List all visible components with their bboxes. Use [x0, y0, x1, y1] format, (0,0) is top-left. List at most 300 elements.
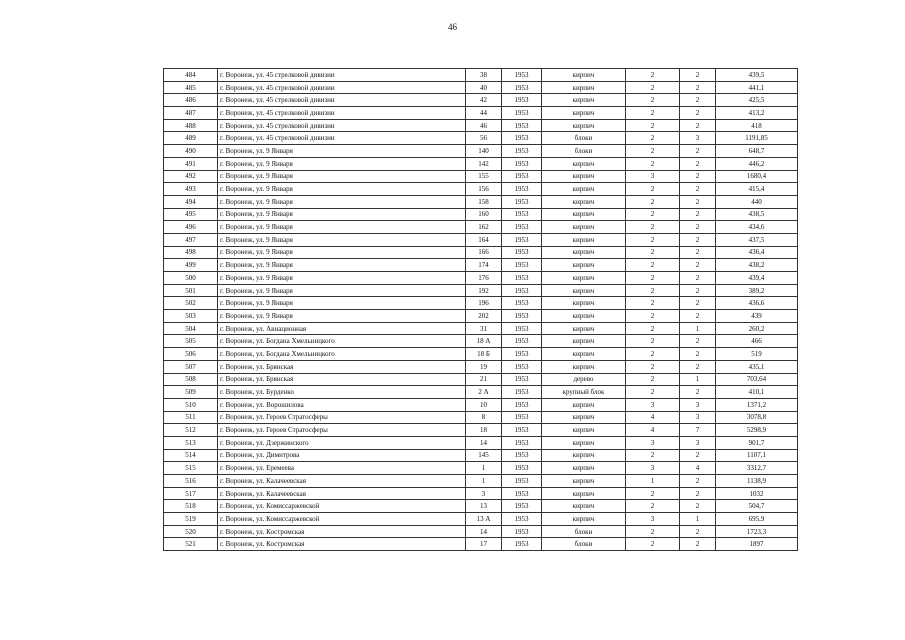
entrances-cell: 1 — [680, 373, 716, 386]
entrances-cell: 2 — [680, 449, 716, 462]
floors-cell: 2 — [626, 145, 680, 158]
row-number: 504 — [164, 322, 218, 335]
entrances-cell: 2 — [680, 119, 716, 132]
area-cell: 413,2 — [716, 107, 798, 120]
area-cell: 648,7 — [716, 145, 798, 158]
year-cell: 1953 — [502, 157, 542, 170]
year-cell: 1953 — [502, 69, 542, 82]
material-cell: кирпич — [542, 462, 626, 475]
year-cell: 1953 — [502, 513, 542, 526]
table-row — [164, 513, 798, 526]
floors-cell: 2 — [626, 310, 680, 323]
area-cell: 440 — [716, 195, 798, 208]
row-number: 492 — [164, 170, 218, 183]
table-row — [164, 360, 798, 373]
year-cell: 1953 — [502, 310, 542, 323]
address-cell: г. Воронеж, ул. 9 Января — [218, 272, 466, 285]
house-number-cell: 40 — [466, 81, 502, 94]
table-row — [164, 119, 798, 132]
row-number: 496 — [164, 221, 218, 234]
year-cell: 1953 — [502, 145, 542, 158]
house-number-cell: 13 — [466, 500, 502, 513]
housing-registry-table — [163, 68, 798, 551]
area-cell: 439,5 — [716, 69, 798, 82]
row-number: 518 — [164, 500, 218, 513]
year-cell: 1953 — [502, 500, 542, 513]
entrances-cell: 2 — [680, 183, 716, 196]
row-number: 512 — [164, 424, 218, 437]
row-number: 495 — [164, 208, 218, 221]
address-cell: г. Воронеж, ул. Костромская — [218, 525, 466, 538]
address-cell: г. Воронеж, ул. 45 стрелковой дивизии — [218, 94, 466, 107]
table-row — [164, 272, 798, 285]
house-number-cell: 158 — [466, 195, 502, 208]
house-number-cell: 56 — [466, 132, 502, 145]
floors-cell: 2 — [626, 335, 680, 348]
entrances-cell: 1 — [680, 322, 716, 335]
row-number: 521 — [164, 538, 218, 551]
year-cell: 1953 — [502, 475, 542, 488]
house-number-cell: 14 — [466, 525, 502, 538]
entrances-cell: 2 — [680, 386, 716, 399]
material-cell: кирпич — [542, 272, 626, 285]
area-cell: 1371,2 — [716, 398, 798, 411]
house-number-cell: 2 А — [466, 386, 502, 399]
table-row — [164, 195, 798, 208]
address-cell: г. Воронеж, ул. Ворошилова — [218, 398, 466, 411]
entrances-cell: 3 — [680, 411, 716, 424]
floors-cell: 3 — [626, 398, 680, 411]
year-cell: 1953 — [502, 398, 542, 411]
area-cell: 1191,85 — [716, 132, 798, 145]
year-cell: 1953 — [502, 462, 542, 475]
material-cell: кирпич — [542, 310, 626, 323]
material-cell: кирпич — [542, 360, 626, 373]
table-row — [164, 538, 798, 551]
table-row — [164, 373, 798, 386]
entrances-cell: 2 — [680, 69, 716, 82]
material-cell: кирпич — [542, 157, 626, 170]
year-cell: 1953 — [502, 487, 542, 500]
entrances-cell: 2 — [680, 475, 716, 488]
entrances-cell: 2 — [680, 233, 716, 246]
floors-cell: 3 — [626, 462, 680, 475]
address-cell: г. Воронеж, ул. Героев Стратосферы — [218, 424, 466, 437]
table-row — [164, 145, 798, 158]
area-cell: 504,7 — [716, 500, 798, 513]
table-body — [164, 69, 798, 551]
year-cell: 1953 — [502, 538, 542, 551]
year-cell: 1953 — [502, 107, 542, 120]
table-row — [164, 284, 798, 297]
floors-cell: 2 — [626, 360, 680, 373]
table-row — [164, 386, 798, 399]
area-cell: 436,6 — [716, 297, 798, 310]
material-cell: кирпич — [542, 259, 626, 272]
row-number: 516 — [164, 475, 218, 488]
floors-cell: 2 — [626, 246, 680, 259]
entrances-cell: 2 — [680, 170, 716, 183]
floors-cell: 2 — [626, 525, 680, 538]
address-cell: г. Воронеж, ул. Калачеевская — [218, 475, 466, 488]
entrances-cell: 2 — [680, 500, 716, 513]
year-cell: 1953 — [502, 132, 542, 145]
house-number-cell: 3 — [466, 487, 502, 500]
material-cell: кирпич — [542, 398, 626, 411]
table-row — [164, 208, 798, 221]
area-cell: 519 — [716, 348, 798, 361]
year-cell: 1953 — [502, 208, 542, 221]
entrances-cell: 2 — [680, 335, 716, 348]
house-number-cell: 19 — [466, 360, 502, 373]
address-cell: г. Воронеж, ул. Бурденко — [218, 386, 466, 399]
page-number: 46 — [448, 22, 457, 32]
floors-cell: 2 — [626, 284, 680, 297]
row-number: 488 — [164, 119, 218, 132]
row-number: 506 — [164, 348, 218, 361]
row-number: 494 — [164, 195, 218, 208]
material-cell: кирпич — [542, 335, 626, 348]
row-number: 513 — [164, 436, 218, 449]
entrances-cell: 4 — [680, 462, 716, 475]
year-cell: 1953 — [502, 411, 542, 424]
floors-cell: 2 — [626, 259, 680, 272]
row-number: 497 — [164, 233, 218, 246]
address-cell: г. Воронеж, ул. Димитрова — [218, 449, 466, 462]
address-cell: г. Воронеж, ул. 9 Января — [218, 170, 466, 183]
area-cell: 3078,8 — [716, 411, 798, 424]
entrances-cell: 2 — [680, 297, 716, 310]
house-number-cell: 140 — [466, 145, 502, 158]
floors-cell: 2 — [626, 132, 680, 145]
entrances-cell: 3 — [680, 132, 716, 145]
address-cell: г. Воронеж, ул. Брянская — [218, 360, 466, 373]
table-row — [164, 475, 798, 488]
house-number-cell: 18 Б — [466, 348, 502, 361]
entrances-cell: 3 — [680, 436, 716, 449]
house-number-cell: 8 — [466, 411, 502, 424]
entrances-cell: 2 — [680, 284, 716, 297]
table-row — [164, 436, 798, 449]
year-cell: 1953 — [502, 436, 542, 449]
row-number: 485 — [164, 81, 218, 94]
row-number: 501 — [164, 284, 218, 297]
house-number-cell: 17 — [466, 538, 502, 551]
area-cell: 435,1 — [716, 360, 798, 373]
material-cell: кирпич — [542, 208, 626, 221]
floors-cell: 2 — [626, 195, 680, 208]
house-number-cell: 192 — [466, 284, 502, 297]
row-number: 510 — [164, 398, 218, 411]
area-cell: 1680,4 — [716, 170, 798, 183]
table-row — [164, 81, 798, 94]
material-cell: кирпич — [542, 322, 626, 335]
material-cell: кирпич — [542, 221, 626, 234]
table-row — [164, 246, 798, 259]
material-cell: кирпич — [542, 513, 626, 526]
table-row — [164, 94, 798, 107]
address-cell: г. Воронеж, ул. Комиссаржевской — [218, 513, 466, 526]
entrances-cell: 2 — [680, 145, 716, 158]
entrances-cell: 2 — [680, 538, 716, 551]
house-number-cell: 162 — [466, 221, 502, 234]
year-cell: 1953 — [502, 348, 542, 361]
floors-cell: 2 — [626, 348, 680, 361]
address-cell: г. Воронеж, ул. 9 Января — [218, 259, 466, 272]
material-cell: дерево — [542, 373, 626, 386]
floors-cell: 2 — [626, 119, 680, 132]
row-number: 502 — [164, 297, 218, 310]
material-cell: кирпич — [542, 246, 626, 259]
area-cell: 425,5 — [716, 94, 798, 107]
address-cell: г. Воронеж, ул. Брянская — [218, 373, 466, 386]
material-cell: блоки — [542, 525, 626, 538]
floors-cell: 2 — [626, 94, 680, 107]
floors-cell: 2 — [626, 297, 680, 310]
material-cell: кирпич — [542, 475, 626, 488]
material-cell: кирпич — [542, 107, 626, 120]
entrances-cell: 2 — [680, 94, 716, 107]
house-number-cell: 21 — [466, 373, 502, 386]
floors-cell: 2 — [626, 373, 680, 386]
row-number: 499 — [164, 259, 218, 272]
row-number: 500 — [164, 272, 218, 285]
entrances-cell: 2 — [680, 525, 716, 538]
table-row — [164, 449, 798, 462]
entrances-cell: 2 — [680, 487, 716, 500]
material-cell: кирпич — [542, 195, 626, 208]
area-cell: 434,6 — [716, 221, 798, 234]
year-cell: 1953 — [502, 221, 542, 234]
floors-cell: 2 — [626, 386, 680, 399]
row-number: 484 — [164, 69, 218, 82]
year-cell: 1953 — [502, 94, 542, 107]
floors-cell: 2 — [626, 81, 680, 94]
row-number: 507 — [164, 360, 218, 373]
year-cell: 1953 — [502, 233, 542, 246]
material-cell: кирпич — [542, 297, 626, 310]
house-number-cell: 18 А — [466, 335, 502, 348]
material-cell: кирпич — [542, 81, 626, 94]
floors-cell: 3 — [626, 436, 680, 449]
table-row — [164, 157, 798, 170]
address-cell: г. Воронеж, ул. Комиссаржевской — [218, 500, 466, 513]
address-cell: г. Воронеж, ул. 9 Января — [218, 246, 466, 259]
area-cell: 260,2 — [716, 322, 798, 335]
address-cell: г. Воронеж, ул. Дзержинского — [218, 436, 466, 449]
area-cell: 1138,9 — [716, 475, 798, 488]
table-row — [164, 411, 798, 424]
table-row — [164, 462, 798, 475]
year-cell: 1953 — [502, 360, 542, 373]
row-number: 508 — [164, 373, 218, 386]
row-number: 489 — [164, 132, 218, 145]
row-number: 519 — [164, 513, 218, 526]
year-cell: 1953 — [502, 335, 542, 348]
floors-cell: 2 — [626, 183, 680, 196]
house-number-cell: 174 — [466, 259, 502, 272]
entrances-cell: 2 — [680, 246, 716, 259]
floors-cell: 2 — [626, 538, 680, 551]
year-cell: 1953 — [502, 170, 542, 183]
house-number-cell: 38 — [466, 69, 502, 82]
area-cell: 439,4 — [716, 272, 798, 285]
entrances-cell: 7 — [680, 424, 716, 437]
floors-cell: 4 — [626, 424, 680, 437]
table-row — [164, 259, 798, 272]
row-number: 515 — [164, 462, 218, 475]
table-row — [164, 183, 798, 196]
area-cell: 441,1 — [716, 81, 798, 94]
year-cell: 1953 — [502, 284, 542, 297]
material-cell: кирпич — [542, 94, 626, 107]
address-cell: г. Воронеж, ул. 9 Января — [218, 297, 466, 310]
entrances-cell: 2 — [680, 195, 716, 208]
table-row — [164, 310, 798, 323]
floors-cell: 2 — [626, 208, 680, 221]
year-cell: 1953 — [502, 386, 542, 399]
entrances-cell: 2 — [680, 81, 716, 94]
house-number-cell: 18 — [466, 424, 502, 437]
address-cell: г. Воронеж, ул. 9 Января — [218, 221, 466, 234]
entrances-cell: 2 — [680, 259, 716, 272]
material-cell: блоки — [542, 132, 626, 145]
floors-cell: 2 — [626, 487, 680, 500]
floors-cell: 4 — [626, 411, 680, 424]
table-row — [164, 398, 798, 411]
row-number: 503 — [164, 310, 218, 323]
address-cell: г. Воронеж, ул. 45 стрелковой дивизии — [218, 81, 466, 94]
address-cell: г. Воронеж, ул. 45 стрелковой дивизии — [218, 69, 466, 82]
floors-cell: 2 — [626, 500, 680, 513]
row-number: 486 — [164, 94, 218, 107]
area-cell: 703,64 — [716, 373, 798, 386]
area-cell: 695,9 — [716, 513, 798, 526]
area-cell: 1032 — [716, 487, 798, 500]
material-cell: кирпич — [542, 69, 626, 82]
entrances-cell: 1 — [680, 513, 716, 526]
material-cell: кирпич — [542, 487, 626, 500]
table-row — [164, 107, 798, 120]
area-cell: 466 — [716, 335, 798, 348]
entrances-cell: 2 — [680, 360, 716, 373]
address-cell: г. Воронеж, ул. Костромская — [218, 538, 466, 551]
entrances-cell: 2 — [680, 310, 716, 323]
table-row — [164, 297, 798, 310]
row-number: 490 — [164, 145, 218, 158]
address-cell: г. Воронеж, ул. Героев Стратосферы — [218, 411, 466, 424]
area-cell: 438,2 — [716, 259, 798, 272]
house-number-cell: 1 — [466, 462, 502, 475]
address-cell: г. Воронеж, ул. 9 Января — [218, 233, 466, 246]
house-number-cell: 1 — [466, 475, 502, 488]
address-cell: г. Воронеж, ул. Богдана Хмельницкого — [218, 348, 466, 361]
table-row — [164, 500, 798, 513]
address-cell: г. Воронеж, ул. Еремеева — [218, 462, 466, 475]
area-cell: 437,5 — [716, 233, 798, 246]
house-number-cell: 42 — [466, 94, 502, 107]
material-cell: кирпич — [542, 411, 626, 424]
row-number: 517 — [164, 487, 218, 500]
material-cell: кирпич — [542, 436, 626, 449]
year-cell: 1953 — [502, 81, 542, 94]
area-cell: 439 — [716, 310, 798, 323]
address-cell: г. Воронеж, ул. 45 стрелковой дивизии — [218, 132, 466, 145]
floors-cell: 2 — [626, 233, 680, 246]
house-number-cell: 202 — [466, 310, 502, 323]
row-number: 491 — [164, 157, 218, 170]
entrances-cell: 2 — [680, 221, 716, 234]
floors-cell: 2 — [626, 157, 680, 170]
year-cell: 1953 — [502, 259, 542, 272]
material-cell: кирпич — [542, 183, 626, 196]
floors-cell: 1 — [626, 475, 680, 488]
material-cell: кирпич — [542, 284, 626, 297]
address-cell: г. Воронеж, ул. Авиационная — [218, 322, 466, 335]
address-cell: г. Воронеж, ул. 45 стрелковой дивизии — [218, 119, 466, 132]
address-cell: г. Воронеж, ул. 9 Января — [218, 183, 466, 196]
table-row — [164, 221, 798, 234]
material-cell: кирпич — [542, 119, 626, 132]
row-number: 520 — [164, 525, 218, 538]
area-cell: 410,1 — [716, 386, 798, 399]
address-cell: г. Воронеж, ул. 9 Января — [218, 208, 466, 221]
area-cell: 1723,3 — [716, 525, 798, 538]
material-cell: кирпич — [542, 348, 626, 361]
area-cell: 436,4 — [716, 246, 798, 259]
floors-cell: 2 — [626, 69, 680, 82]
house-number-cell: 31 — [466, 322, 502, 335]
entrances-cell: 2 — [680, 157, 716, 170]
address-cell: г. Воронеж, ул. 9 Января — [218, 284, 466, 297]
house-number-cell: 44 — [466, 107, 502, 120]
floors-cell: 2 — [626, 221, 680, 234]
area-cell: 901,7 — [716, 436, 798, 449]
material-cell: кирпич — [542, 233, 626, 246]
floors-cell: 2 — [626, 322, 680, 335]
house-number-cell: 13 А — [466, 513, 502, 526]
address-cell: г. Воронеж, ул. Калачеевская — [218, 487, 466, 500]
address-cell: г. Воронеж, ул. 9 Января — [218, 157, 466, 170]
address-cell: г. Воронеж, ул. 9 Января — [218, 195, 466, 208]
address-cell: г. Воронеж, ул. 9 Января — [218, 145, 466, 158]
address-cell: г. Воронеж, ул. Богдана Хмельницкого — [218, 335, 466, 348]
year-cell: 1953 — [502, 183, 542, 196]
table-row — [164, 335, 798, 348]
floors-cell: 2 — [626, 272, 680, 285]
area-cell: 1107,1 — [716, 449, 798, 462]
year-cell: 1953 — [502, 449, 542, 462]
area-cell: 438,5 — [716, 208, 798, 221]
area-cell: 3312,7 — [716, 462, 798, 475]
table-row — [164, 233, 798, 246]
year-cell: 1953 — [502, 322, 542, 335]
year-cell: 1953 — [502, 119, 542, 132]
year-cell: 1953 — [502, 272, 542, 285]
year-cell: 1953 — [502, 195, 542, 208]
table-row — [164, 424, 798, 437]
floors-cell: 3 — [626, 513, 680, 526]
row-number: 511 — [164, 411, 218, 424]
material-cell: кирпич — [542, 500, 626, 513]
table-row — [164, 322, 798, 335]
table-row — [164, 69, 798, 82]
row-number: 514 — [164, 449, 218, 462]
house-number-cell: 166 — [466, 246, 502, 259]
entrances-cell: 2 — [680, 107, 716, 120]
year-cell: 1953 — [502, 525, 542, 538]
floors-cell: 2 — [626, 107, 680, 120]
